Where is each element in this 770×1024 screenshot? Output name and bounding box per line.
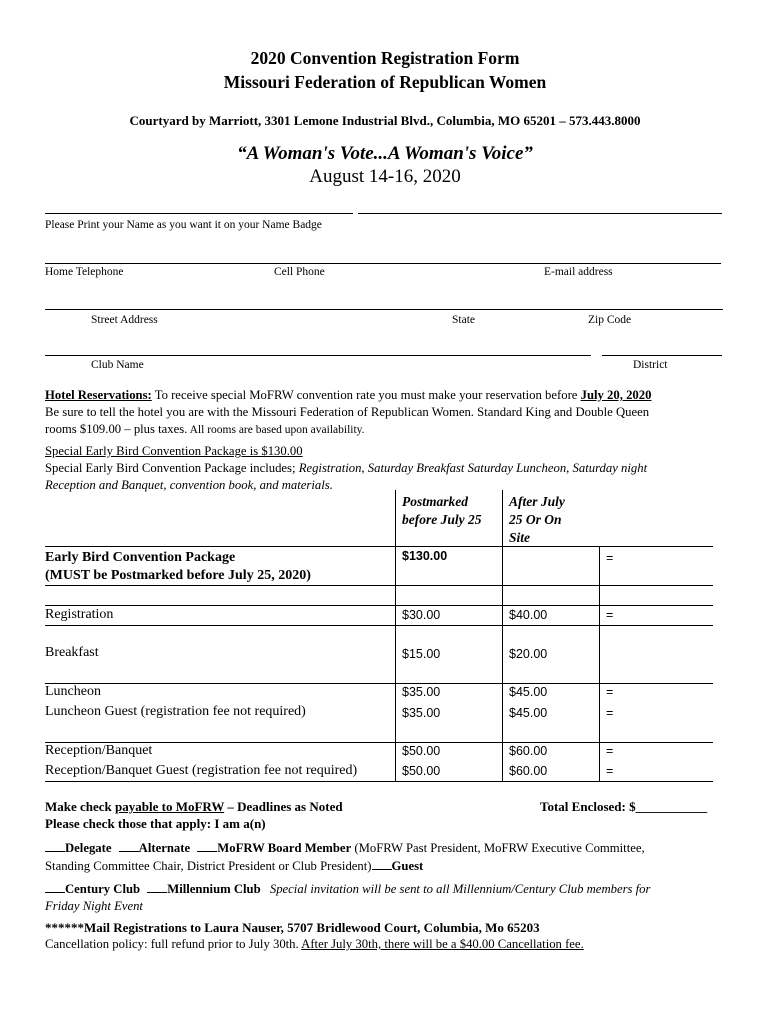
hotel-heading: Hotel Reservations: xyxy=(45,388,152,402)
hotel-text-1: To receive special MoFRW convention rate you must make your reservation before xyxy=(151,388,581,402)
col-postmarked-header xyxy=(402,493,481,529)
alternate-checkbox[interactable] xyxy=(119,839,139,852)
row-early-registration: $30.00 xyxy=(402,608,441,622)
zip-label: Zip Code xyxy=(588,314,632,326)
special-invite-text-2: Friday Night Event xyxy=(45,899,143,913)
make-check-line xyxy=(45,799,343,815)
col-postmarked-line-1: Postmarked xyxy=(402,494,468,509)
col-after-header xyxy=(509,493,565,547)
deadlines-text: – Deadlines as Noted xyxy=(224,799,343,814)
home-phone-label: Home Telephone xyxy=(45,266,124,278)
check-apply-label: Please check those that apply: I am a(n) xyxy=(45,816,266,831)
row-total-banquet[interactable]: = xyxy=(606,744,614,758)
row-label-luncheon: Luncheon xyxy=(45,684,101,699)
row-total-registration[interactable]: = xyxy=(606,608,614,622)
millennium-club-checkbox[interactable] xyxy=(147,880,167,893)
early-bird-label xyxy=(45,549,311,585)
row-late-luncheon: $45.00 xyxy=(509,685,548,699)
special-invite-text: Special invitation will be sent to all Millennium/Century Club members for xyxy=(269,882,651,896)
row-late-registration: $40.00 xyxy=(509,608,548,622)
venue-address: Courtyard by Marriott, 3301 Lemone Industrial Blvd., Columbia, MO 65201 – 573.443.8000 xyxy=(129,113,641,128)
alternate-label: Alternate xyxy=(138,841,191,855)
row-early-banquet: $50.00 xyxy=(402,744,441,758)
club-line[interactable] xyxy=(45,355,591,356)
package-line-2-items: Registration, Saturday Breakfast Saturday Luncheon, Saturday night xyxy=(298,461,648,475)
row-late-banquet: $60.00 xyxy=(509,744,548,758)
century-club-checkbox[interactable] xyxy=(45,880,65,893)
col-after-line-3: Site xyxy=(509,530,531,545)
club-options xyxy=(45,880,735,915)
convention-dates: August 14-16, 2020 xyxy=(309,166,461,187)
state-label: State xyxy=(452,314,475,326)
col-after-line-1: After July xyxy=(509,494,565,509)
row-early-banquet-guest: $50.00 xyxy=(402,764,441,778)
row-late-breakfast: $20.00 xyxy=(509,647,548,661)
row-label-banquet: Reception/Banquet xyxy=(45,743,153,758)
col-after-line-2: 25 Or On xyxy=(509,512,562,527)
century-club-label: Century Club xyxy=(65,882,141,896)
hotel-paragraph xyxy=(45,387,735,439)
package-paragraph xyxy=(45,443,735,494)
board-member-label: MoFRW Board Member xyxy=(217,841,352,855)
guest-checkbox[interactable] xyxy=(372,857,392,870)
row-early-luncheon: $35.00 xyxy=(402,685,441,699)
row-total-banquet-guest[interactable]: = xyxy=(606,764,614,778)
board-member-desc: (MoFRW Past President, MoFRW Executive Committee, xyxy=(351,841,645,855)
early-bird-total-field[interactable]: = xyxy=(606,551,614,565)
row-label-registration: Registration xyxy=(45,607,114,622)
hotel-deadline: July 20, 2020 xyxy=(580,388,652,402)
package-line-1: Special Early Bird Convention Package is $130.00 xyxy=(45,444,303,458)
delegate-label: Delegate xyxy=(65,841,112,855)
street-label: Street Address xyxy=(91,314,158,326)
guest-label: Guest xyxy=(391,859,424,873)
row-label-breakfast: Breakfast xyxy=(45,645,99,660)
email-label: E-mail address xyxy=(544,266,613,278)
club-label: Club Name xyxy=(91,359,144,371)
row-early-breakfast: $15.00 xyxy=(402,647,441,661)
payable-text: payable to MoFRW xyxy=(115,799,225,814)
delegate-checkbox[interactable] xyxy=(45,839,65,852)
organization-title: Missouri Federation of Republican Women xyxy=(223,72,547,92)
phone-email-line[interactable] xyxy=(45,263,721,264)
row-label-banquet-guest: Reception/Banquet Guest (registration fee not required) xyxy=(45,763,358,778)
slogan: “A Woman's Vote...A Woman's Voice” xyxy=(237,143,533,164)
total-enclosed-field[interactable]: Total Enclosed: $___________ xyxy=(540,799,708,814)
mail-registrations: ******Mail Registrations to Laura Nauser, 5707 Bridlewood Court, Columbia, Mo 65203 xyxy=(45,920,540,935)
district-line[interactable] xyxy=(602,355,722,356)
role-options xyxy=(45,839,735,875)
board-member-desc-2: Standing Committee Chair, District President or Club President) xyxy=(45,859,372,873)
row-late-banquet-guest: $60.00 xyxy=(509,764,548,778)
hotel-text-2: Be sure to tell the hotel you are with the Missouri Federation of Republican Women. Standard King and Double Queen xyxy=(45,405,650,419)
row-total-luncheon-guest[interactable]: = xyxy=(606,706,614,720)
name-line-right[interactable] xyxy=(358,213,722,214)
row-early-luncheon-guest: $35.00 xyxy=(402,706,441,720)
hotel-text-3: rooms $109.00 – plus taxes. xyxy=(45,422,188,436)
make-check-text: Make check xyxy=(45,799,116,814)
name-badge-label: Please Print your Name as you want it on your Name Badge xyxy=(45,219,322,231)
early-bird-price: $130.00 xyxy=(402,549,448,563)
cancellation-text-2: After July 30th, there will be a $40.00 Cancellation fee. xyxy=(301,937,584,951)
form-title: 2020 Convention Registration Form xyxy=(250,48,520,68)
millennium-club-label: Millennium Club xyxy=(167,882,261,896)
package-line-3: Reception and Banquet, convention book, and materials. xyxy=(45,478,333,492)
cancellation-policy xyxy=(45,936,584,953)
row-total-luncheon[interactable]: = xyxy=(606,685,614,699)
name-line-left[interactable] xyxy=(45,213,353,214)
board-member-checkbox[interactable] xyxy=(197,839,217,852)
hotel-text-3b: All rooms are based upon availability. xyxy=(187,424,365,436)
row-late-luncheon-guest: $45.00 xyxy=(509,706,548,720)
address-line[interactable] xyxy=(45,309,723,310)
early-bird-label-2: (MUST be Postmarked before July 25, 2020) xyxy=(45,568,311,583)
district-label: District xyxy=(633,359,668,371)
row-label-luncheon-guest: Luncheon Guest (registration fee not required) xyxy=(45,704,306,719)
package-line-2-prefix: Special Early Bird Convention Package includes; xyxy=(45,461,299,475)
col-postmarked-line-2: before July 25 xyxy=(402,512,482,527)
cell-phone-label: Cell Phone xyxy=(274,266,325,278)
cancellation-text-1: Cancellation policy: full refund prior to July 30th. xyxy=(45,937,302,951)
early-bird-label-1: Early Bird Convention Package xyxy=(45,550,236,565)
